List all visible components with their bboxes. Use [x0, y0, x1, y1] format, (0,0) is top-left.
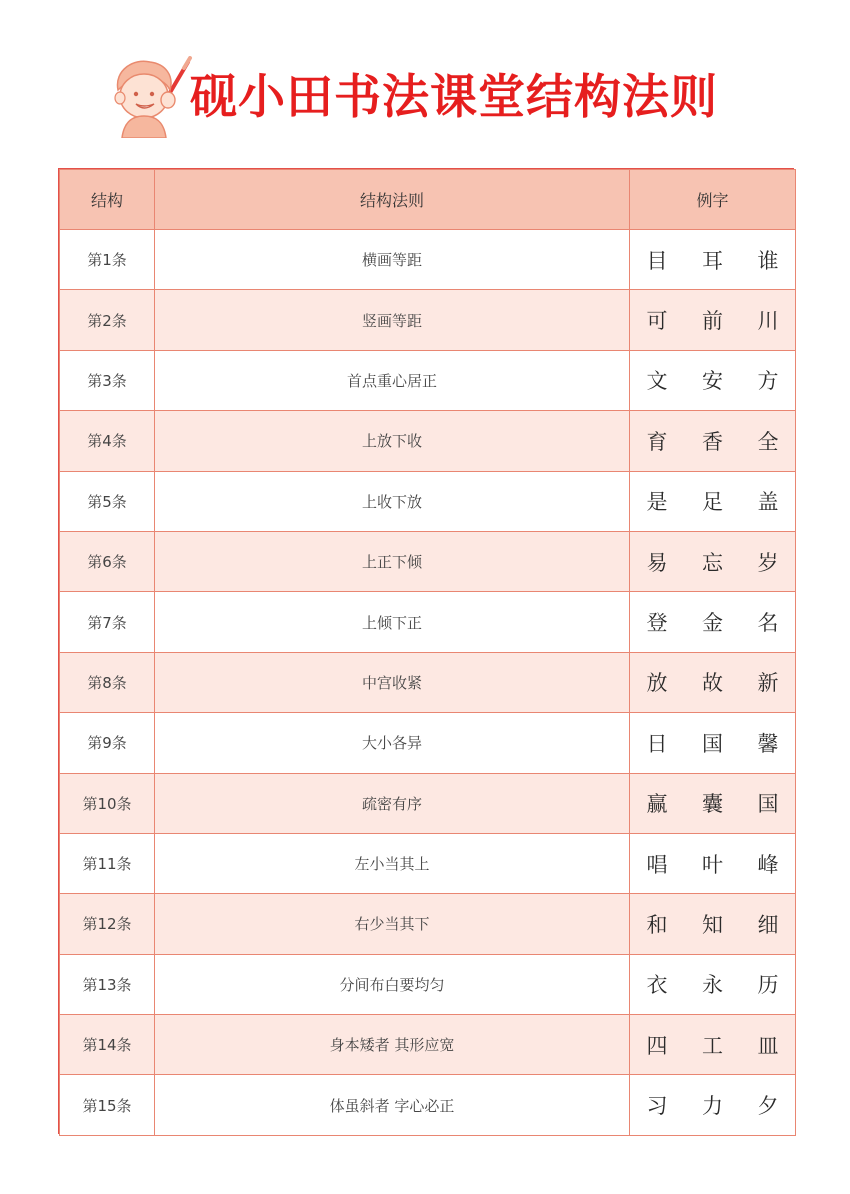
rule-number: 第13条: [60, 954, 155, 1014]
example-char: 故: [702, 671, 723, 696]
example-chars: [630, 773, 796, 833]
example-chars: [630, 350, 796, 410]
table-row: [60, 833, 796, 893]
example-char: 四: [646, 1033, 668, 1058]
rule-number: 第8条: [60, 652, 155, 712]
rule-number: 第3条: [60, 350, 155, 410]
example-char: 新: [757, 671, 779, 696]
example-char: 习: [646, 1094, 668, 1119]
example-char: 国: [702, 731, 723, 756]
example-char: 唱: [646, 852, 668, 877]
example-chars: [630, 954, 796, 1014]
example-char: 谁: [757, 248, 779, 273]
rule-number: 第10条: [60, 773, 155, 833]
example-char: 盖: [757, 490, 779, 515]
example-char: 全: [757, 429, 779, 454]
example-chars: [630, 290, 796, 350]
example-chars: [630, 592, 796, 652]
example-char: 耳: [702, 248, 723, 273]
mascot-boy-icon: [108, 56, 194, 138]
example-char: 永: [702, 973, 723, 998]
example-char: 安: [702, 369, 723, 394]
example-char: 细: [757, 912, 779, 937]
rule-number: 第11条: [60, 833, 155, 893]
rule-text: 竖画等距: [155, 290, 630, 350]
example-chars: [630, 471, 796, 531]
example-char: 衣: [646, 973, 668, 998]
example-char: 目: [646, 248, 668, 273]
example-chars: [630, 230, 796, 290]
example-char: 馨: [757, 731, 779, 756]
rule-text: 大小各异: [155, 713, 630, 773]
example-char: 皿: [757, 1033, 779, 1058]
example-char: 日: [646, 731, 668, 756]
rule-text: 体虽斜者 字心必正: [155, 1075, 630, 1135]
table-header-row: [60, 170, 796, 230]
example-char: 是: [646, 490, 668, 515]
rule-text: 分间布白要均匀: [155, 954, 630, 1014]
rule-number: 第7条: [60, 592, 155, 652]
example-char: 知: [702, 912, 723, 937]
rule-text: 首点重心居正: [155, 350, 630, 410]
rule-text: 左小当其上: [155, 833, 630, 893]
rule-number: 第6条: [60, 531, 155, 591]
rule-number: 第15条: [60, 1075, 155, 1135]
example-char: 历: [757, 973, 779, 998]
example-chars: [630, 531, 796, 591]
table-row: [60, 1075, 796, 1135]
rule-number: 第5条: [60, 471, 155, 531]
rule-text: 右少当其下: [155, 894, 630, 954]
table-row: [60, 230, 796, 290]
example-char: 国: [757, 792, 779, 817]
rule-number: 第14条: [60, 1015, 155, 1075]
example-char: 易: [646, 550, 668, 575]
table-row: [60, 411, 796, 471]
table-row: [60, 350, 796, 410]
rule-text: 上收下放: [155, 471, 630, 531]
table-row: [60, 713, 796, 773]
example-char: 叶: [702, 852, 723, 877]
example-chars: [630, 833, 796, 893]
example-char: 登: [646, 611, 668, 636]
example-char: 夕: [757, 1094, 779, 1119]
example-char: 峰: [757, 852, 779, 877]
example-chars: [630, 652, 796, 712]
example-char: 香: [702, 429, 723, 454]
example-chars: [630, 894, 796, 954]
rule-number: 第12条: [60, 894, 155, 954]
rule-number: 第9条: [60, 713, 155, 773]
table-row: [60, 954, 796, 1014]
example-char: 足: [702, 490, 723, 515]
table-row: [60, 290, 796, 350]
table-row: [60, 894, 796, 954]
example-char: 川: [757, 309, 779, 334]
example-char: 工: [702, 1033, 723, 1058]
example-char: 囊: [702, 792, 723, 817]
page-header: [0, 52, 850, 148]
example-char: 放: [646, 671, 668, 696]
rule-text: 横画等距: [155, 230, 630, 290]
example-char: 赢: [646, 792, 668, 817]
table-row: [60, 531, 796, 591]
rule-text: 身本矮者 其形应宽: [155, 1015, 630, 1075]
rule-text: 疏密有序: [155, 773, 630, 833]
example-char: 方: [757, 369, 779, 394]
rule-text: 上倾下正: [155, 592, 630, 652]
table-row: [60, 592, 796, 652]
example-char: 文: [646, 369, 668, 394]
example-char: 前: [702, 309, 723, 334]
example-char: 名: [757, 611, 779, 636]
example-char: 金: [702, 611, 723, 636]
table-row: [60, 1015, 796, 1075]
rule-text: 中宫收紧: [155, 652, 630, 712]
header-example: 例字: [630, 170, 796, 230]
example-chars: [630, 1075, 796, 1135]
example-char: 和: [646, 912, 668, 937]
table-row: [60, 773, 796, 833]
example-char: 力: [702, 1094, 723, 1119]
header-rule: 结构法则: [155, 170, 630, 230]
page-title: 砚小田书法课堂结构法则: [190, 70, 718, 125]
rule-text: 上放下收: [155, 411, 630, 471]
rule-text: 上正下倾: [155, 531, 630, 591]
rule-number: 第1条: [60, 230, 155, 290]
example-chars: [630, 713, 796, 773]
example-char: 可: [646, 309, 668, 334]
table-row: [60, 652, 796, 712]
header-structure: 结构: [60, 170, 155, 230]
rule-number: 第2条: [60, 290, 155, 350]
example-char: 育: [646, 429, 668, 454]
rules-table: [58, 168, 794, 1134]
example-chars: [630, 1015, 796, 1075]
example-chars: [630, 411, 796, 471]
example-char: 岁: [757, 550, 779, 575]
example-char: 忘: [702, 550, 723, 575]
table-row: [60, 471, 796, 531]
rule-number: 第4条: [60, 411, 155, 471]
